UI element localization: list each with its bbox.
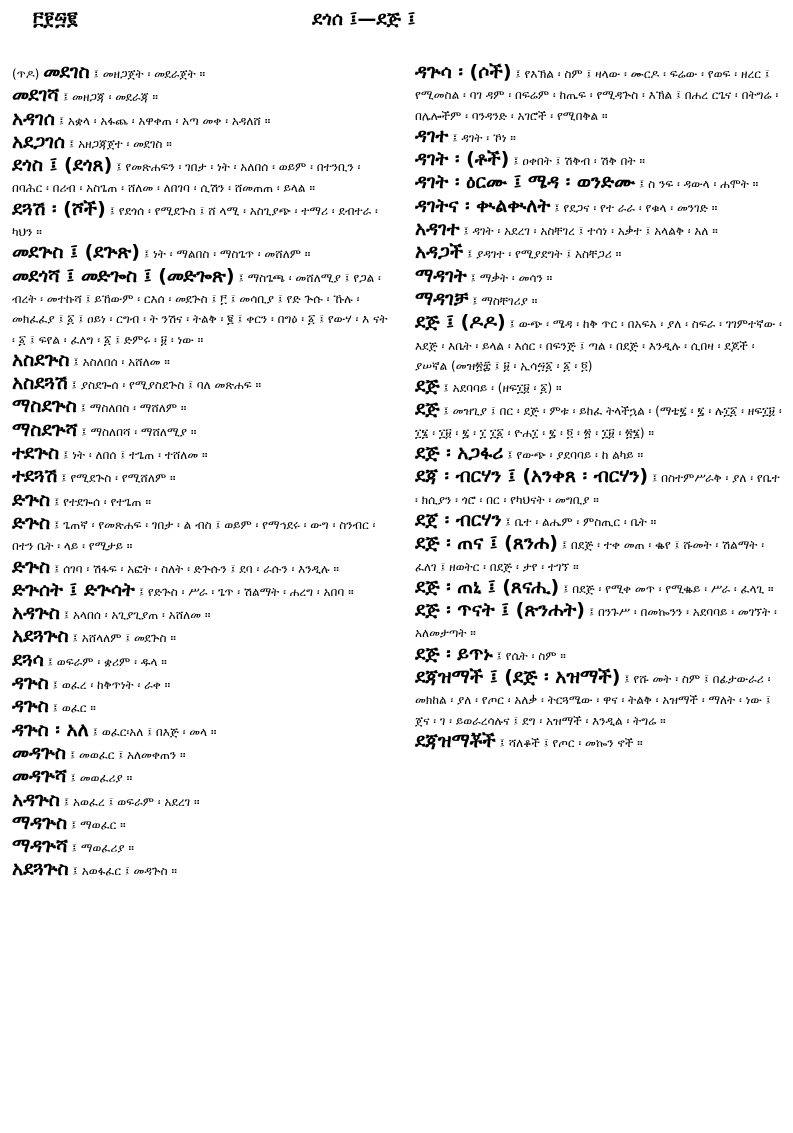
definition: በንጉሥ ፡ በመኰንን ፡ አደባባይ ፡ መገኘት ፡ አለመታጣት ። (415, 605, 777, 641)
headword: ደጓሳ (12, 648, 44, 671)
dictionary-entry (12, 266, 390, 350)
headword: አደጓጕስ (12, 625, 69, 648)
headword: ዳጕስ ፡ አለ (12, 718, 89, 741)
right-column (415, 62, 785, 754)
entry-separator: ፤ (499, 735, 505, 751)
definition: ማስለበሻ ፡ ማሸለሚያ ። (90, 424, 197, 439)
definition: ማቃት ፡ መሳን ። (479, 270, 553, 285)
definition: ያስደጐሰ ፡ የሚያስደጕስ ፤ ባለ መጽሐፍ ። (80, 378, 262, 393)
definition: ማወፈር ። (80, 817, 126, 832)
entry-separator: ፤ (116, 160, 122, 176)
definition: ዳገት ፡ ኾነ ። (461, 130, 516, 145)
dictionary-entry (12, 557, 390, 580)
entry-separator: ፤ (70, 817, 77, 833)
entry-separator: ፤ (513, 154, 519, 170)
headword: ደጃዝማቾች (415, 729, 496, 752)
definition: በደጅ ፡ የሚቀ መጥ ፡ የሚቈይ ፡ ሥራ ፡ ፈላጊ ። (572, 581, 774, 596)
dictionary-entry (12, 132, 390, 155)
entry-separator: ፤ (472, 293, 478, 309)
headword: ማዳጕስ (12, 811, 68, 834)
dictionary-entry (415, 533, 785, 577)
definition: አወፈረ ፤ ወፍራም ፡ አደረገ ። (72, 794, 200, 809)
headword: ድጕስ (12, 555, 51, 578)
dictionary-entry (12, 836, 390, 859)
definition: አዘጋጃጀተ ፡ መደገስ ። (78, 136, 172, 151)
dictionary-entry (12, 813, 390, 836)
entry-separator: ፤ (638, 177, 645, 193)
definition: ጌጠኛ ፡ የመጽሐፍ ፡ ገበታ ፡ ል ብስ ፤ ወይም ፡ የማኅደሩ ፡ ውግ ፡ ስንብር ፡ በተን ቤት ፡ ላይ ፡ የሚታይ ። (12, 517, 376, 554)
entry-separator: ፤ (52, 701, 58, 717)
definition: ወፈር ። (61, 701, 96, 716)
entry-separator: ፤ (443, 404, 449, 420)
definition: መዝጊያ ፤ በር ፡ ደጅ ፡ ምቱ ፡ ይከፈ ትላችኋል ፡ (ማቴ፯ ፡ ፯ ፡ ሉ፲፩ ፡ ዘፍ፲፱ ፡ ፲፮ ፡ ፲፱ ፡ ፯ ፡ ፲ ፲፩ ፡ ዮሐ፲ ፡ ፯ ፡ ፬ ፡ ፳ ፡ ፲፱ ፡ ፳፮) ። (415, 404, 782, 440)
dictionary-entry (12, 720, 390, 743)
left-column (12, 62, 390, 883)
definition: ወፍራም ፡ ቋሪም ፡ ዱላ ። (56, 654, 167, 669)
dictionary-entry (12, 673, 390, 696)
definition: አቋላ ፡ አፋጨ ፡ አዋቀጠ ፡ አጣ መቀ ፡ አዳለሸ ። (67, 113, 271, 128)
definition: ማስጌጫ ፡ መሸለሚያ ፤ የጋል ፡ ብረት ፡ መተኩሻ ፤ ይኸውም ፡ ርእሰ ፡ መደጕስ ፤ ፫ ፤ መሳቢያ ፤ የድ ጕሱ ፡ ኹሉ ፡ መክፈፈያ ፤ ፩ ፤ ዐይነ ፡ ርግብ ፡ ት ንሽና ፡ ትልቅ ፡ ፪ ፤ ቀርን ፡ በግዕ ፡ ፩ ፤ የውሃ ፡ እ ናት ፡ ፩ ፤ ፍየል ፡ ፈለግ ፡ ፩ ፤ ድምሩ ፡ ፱ ፡ ነው ። (12, 270, 388, 347)
definition: በደጅ ፡ ተቀ መጠ ፡ ቈየ ፤ ሹመት ፡ ሽልማት ፡ ፈለገ ፤ ዘወትር ፡ በደጅ ፡ ታየ ፡ ተገኘ ። (415, 538, 765, 574)
dictionary-entry (415, 172, 785, 195)
dictionary-entry (12, 859, 390, 882)
headword: ደጅ (415, 375, 440, 398)
dictionary-entry (415, 731, 785, 754)
entry-separator: ፤ (561, 538, 568, 554)
running-head: ደጎሰ ፤—ደጅ ፤ (312, 8, 416, 30)
entry-separator: ፤ (63, 794, 70, 810)
definition: ያዳገተ ፡ የሚያደግት ፤ አስቸጋሪ ። (476, 247, 622, 262)
entry-separator: ፤ (69, 747, 76, 763)
headword: አዳጕስ (12, 788, 60, 811)
dictionary-entry (12, 466, 390, 489)
entry-separator: ፤ (71, 841, 77, 857)
dictionary-entry (415, 62, 785, 126)
definition: የደጋና ፡ የተ ራራ ፡ የቁላ ፡ መንገድ ። (563, 200, 718, 215)
dictionary-entry (12, 766, 390, 789)
entry-separator: ፤ (515, 67, 521, 82)
headword: አደጓጕስ (12, 858, 69, 881)
entry-separator: ፤ (47, 654, 53, 670)
headword: ዳገት ፡ (ቶች) (415, 148, 510, 171)
headword: መዳጕሻ (12, 765, 67, 788)
headword: ዳጕሳ ፡ (ሶች) (415, 61, 512, 83)
dictionary-entry (415, 376, 785, 399)
headword: ደጅ (415, 398, 440, 421)
dictionary-entry (12, 373, 390, 396)
headword: ደጅ ፡ ጠኒ ፤ (ጸናሒ) (415, 575, 560, 598)
headword: ተደጕስ (12, 442, 60, 465)
dictionary-entry (415, 399, 785, 443)
headword: አደጋገሰ (12, 130, 66, 153)
headword: ደጀ ፡ ብርሃን (415, 508, 502, 531)
entry-separator: ፤ (238, 270, 244, 286)
page-number: ፫፻፵፪ (33, 8, 78, 30)
headword: ደጎስ ፤ (ደጎጸ) (12, 154, 113, 177)
entry-separator: ፤ (68, 136, 75, 152)
dictionary-entry (415, 466, 785, 510)
dictionary-entry (415, 577, 785, 600)
dictionary-entry (12, 443, 390, 466)
headword: ድጕሰት ፤ ድጕሳት (12, 578, 135, 601)
definition: ዐቀበት ፤ ሽቅብ ፡ ሽቅ በት ። (522, 154, 645, 169)
headword: ደጃዝማች ፤ (ደጅ ፡ አዝማች) (415, 666, 621, 689)
definition: መዘጋጃ ፡ መደራጃ ። (72, 90, 159, 105)
entry-separator: ፤ (467, 247, 473, 263)
dictionary-entry (12, 743, 390, 766)
headword: መዳጕስ (12, 741, 66, 764)
dictionary-entry (12, 242, 390, 265)
definition: የሚደጕስ ፡ የሚሸለም ። (70, 471, 176, 486)
entry-separator: ፤ (81, 424, 87, 440)
entry-separator: ፤ (70, 771, 76, 787)
dictionary-entry (12, 790, 390, 813)
dictionary-entry (415, 510, 785, 533)
definition: ሻለቆች ፤ የጦር ፡ መኰን ኖች ። (508, 735, 643, 750)
definition: አወፋፈር ፤ መዳጕስ ። (81, 864, 178, 879)
dictionary-entry (12, 62, 390, 85)
dictionary-entry (12, 580, 390, 603)
entry-separator: ፤ (143, 247, 150, 263)
entry-separator: ፤ (72, 631, 78, 647)
headword: መደገስ (43, 61, 90, 83)
dictionary-entry (12, 603, 390, 626)
headword: ደጅ ፤ (ዶዶ) (415, 311, 506, 334)
definition: ማወፈሪያ ። (80, 841, 135, 856)
dictionary-entry (12, 350, 390, 373)
entry-separator: ፤ (443, 381, 449, 397)
entry-separator: ፤ (53, 494, 60, 510)
headword: ደጅ ፡ ጠና ፤ (ጸንሐ) (415, 532, 558, 555)
definition: አደባባይ ፡ (ዘፍ፲፱ ፡ ፩) ። (452, 381, 562, 396)
definition: ነት ፡ ለበሰ ፤ ተጌጠ ፡ ተሸለመ ። (72, 448, 208, 463)
headword: መደጎሻ ፤ መድጐስ ፤ (መድጐጽ) (12, 264, 235, 287)
page-header (0, 8, 793, 34)
dictionary-entry (12, 420, 390, 443)
entry-separator: ፤ (53, 517, 60, 533)
entry-prefix: (ጥዶ) (12, 67, 40, 81)
dictionary-entry (415, 289, 785, 312)
headword: ማዳገት (415, 264, 467, 287)
definition: አሸላለም ፤ መደጕስ ። (81, 631, 176, 646)
headword: ማዳገቻ (415, 287, 469, 310)
entry-separator: ፤ (138, 584, 145, 600)
entry-separator: ፤ (58, 113, 65, 129)
headword: ደጓሽ ፡ (ሾች) (12, 197, 106, 220)
definition: የሴት ፡ ስም ። (505, 648, 566, 663)
definition: የድጕስ ፡ ሥራ ፡ ጌጥ ፡ ሽልማት ፡ ሐረግ ፡ አበባ ። (147, 584, 354, 599)
dictionary-entry (415, 312, 785, 376)
dictionary-entry (415, 242, 785, 265)
entry-separator: ፤ (61, 471, 67, 487)
dictionary-entry (12, 696, 390, 719)
headword: አስደጕስ (12, 348, 70, 371)
headword: ዳገት ፡ ዕርሙ ፤ ሜዳ ፡ ወንድሙ (415, 171, 636, 194)
dictionary-entry (415, 126, 785, 149)
entry-separator: ፤ (509, 317, 515, 333)
dictionary-entry (415, 644, 785, 667)
definition: ዳገት ፡ አደረገ ፡ አስቸገረ ፤ ተሳነ ፡ አቃተ ፤ አላልቅ ፡ አለ ። (472, 224, 718, 239)
headword: ደጅ ፡ አጋፋሪ (415, 442, 504, 465)
definition: የመጽሐፍን ፡ ገበታ ፡ ነት ፡ አለበሰ ፡ ወይም ፡ በተንቢን ፡ በባሕር ፡ በሪብ ፡ አስጌጠ ፡ ሸለመ ፡ ለበገባ ፡ ሲሽን ፡ ሸመጠጠ ፡ ይላል ። (12, 160, 361, 196)
definition: ማስለበስ ፡ ማሸለም ። (89, 401, 187, 416)
entry-separator: ፤ (505, 514, 511, 530)
entry-separator: ፤ (93, 67, 99, 82)
entry-separator: ፤ (72, 864, 78, 880)
dictionary-entry (415, 219, 785, 242)
definition: ወፈረ ፡ ከቅጥነት ፡ ራቀ ። (61, 678, 171, 693)
entry-separator: ፤ (80, 401, 86, 417)
entry-separator: ፤ (92, 724, 98, 740)
headword: ዳጕስ (12, 672, 49, 695)
entry-separator: ፤ (651, 471, 658, 487)
definition: መወፈር ፤ አለመቀጠን ። (79, 747, 186, 762)
definition: የደጎሰ ፡ የሚደጕስ ፤ ሸ ላሚ ፡ አስጊያጭ ፡ ተማሪ ፡ ደብተራ ፡ ካህን ። (12, 203, 378, 240)
definition: የተደጐሰ ፡ የተጌጠ ። (63, 494, 151, 509)
entry-separator: ፤ (507, 448, 513, 464)
dictionary-entry (12, 109, 390, 132)
headword: አዳጋች (415, 241, 464, 264)
definition: ሰገባ ፡ ሽፋፍ ፡ አፎት ፡ ስለት ፡ ድጕሱን ፤ ደባ ፡ ራሱን ፡ እንዲሉ ። (63, 561, 340, 576)
headword: ዳገተ (415, 124, 449, 147)
headword: ማስደጕስ (12, 395, 77, 418)
entry-separator: ፤ (52, 678, 58, 694)
dictionary-entry (12, 490, 390, 513)
definition: የእኽል ፡ ስም ፤ ዛላው ፡ ሙርዶ ፡ ፍሬው ፡ የወፍ ፡ ዘረር ፤ የሚመስል ፡ ባገ ዳም ፡ በፍሬም ፡ ከጤፍ ፡ የሚዳጕስ ፡ እኽል ፤ በሐረ ርጌና ፡ በትግሬ ፡ በሌሎችም ፡ ባንዳንድ ፡ አገሮች ፡ የሚበቅል ። (415, 67, 779, 123)
entry-separator: ፤ (496, 648, 502, 664)
definition: ውጭ ፡ ሜዳ ፡ ከቅ ጥር ፡ በአፍአ ፡ ያለ ፡ ስፍራ ፡ ገገምተኛው ፡ እደጅ ፡ እቤት ፡ ይላል ፡ እሰር ፡ በፍንጅ ፤ ጣል ፡ በደጅ ፡ እንዲሉ ፡ ሲበዛ ፡ ደጆች ፡ ያሠኛል (መዝ፳፰ ፤ ፱ ፡ ኢሳ፵፩ ፡ ፩ ፡ ፬) (415, 317, 782, 373)
headword: ደጅ ፡ ይጥኑ (415, 642, 493, 665)
definition: አስለበሰ ፡ አሸለመ ። (82, 354, 170, 369)
entry-separator: ፤ (109, 203, 115, 219)
headword: ደጅ ፡ ጥናት ፤ (ጽንሐት) (415, 599, 585, 622)
definition: ቤተ ፡ ልሔም ፡ ምስጢር ፡ ቤት ። (514, 514, 657, 529)
entry-separator: ፤ (53, 561, 60, 577)
entry-separator: ፤ (554, 200, 560, 216)
entry-separator: ፤ (463, 224, 469, 240)
headword: ማዳጕሻ (12, 835, 68, 858)
entry-separator: ፤ (624, 672, 630, 688)
headword: ዳጕስ (12, 695, 49, 718)
dictionary-entry (415, 443, 785, 466)
entry-separator: ፤ (563, 581, 569, 597)
dictionary-entry (12, 513, 390, 557)
dictionary-entry (415, 667, 785, 731)
entry-separator: ፤ (62, 90, 69, 106)
headword: ዳገትና ፡ ቊልቊለት (415, 194, 551, 217)
headword: ድጕስ (12, 511, 51, 534)
dictionary-entry (12, 626, 390, 649)
definition: መዘጋጀት ፡ መደራጀት ። (102, 67, 206, 81)
headword: ተደጓሽ (12, 465, 58, 488)
headword: አዳጕስ (12, 602, 60, 625)
definition: አላበሰ ፡ አጊያጊያጠ ፡ አሸለመ ። (72, 608, 211, 623)
dictionary-entry (12, 85, 390, 108)
dictionary-entry (415, 196, 785, 219)
definition: የሹ መት ፡ ስም ፤ በፊታውራሪ ፡ መክከል ፡ ያለ ፡ የጦር ፡ አለቃ ፡ ትርጓሜው ፡ ዋና ፡ ትልቅ ፡ አዝማች ፡ ማለት ፡ ነው ፤ ጀና ፡ ገ ፡ ይወራረሳሉና ፤ ደግ ፡ አዝማች ፡ እንዲል ፡ ትግሬ ። (415, 672, 771, 728)
dictionary-entry (12, 396, 390, 419)
definition: የውጭ ፡ ያደባባይ ፡ ከ ልካይ ። (516, 448, 644, 463)
definition: ማስቸገሪያ ። (481, 293, 538, 308)
definition: በስተምሥራቅ ፡ ያለ ፡ የቤተ ፡ ክሲያን ፡ ጎሮ ፡ በር ፡ የካህናት ፡ መግቢያ ። (415, 471, 780, 507)
entry-separator: ፤ (63, 608, 70, 624)
entry-separator: ፤ (470, 270, 476, 286)
entry-separator: ፤ (63, 448, 69, 464)
dictionary-entry (415, 600, 785, 644)
dictionary-entry (415, 266, 785, 289)
entry-separator: ፤ (71, 378, 77, 394)
definition: ወፈር፡አለ ፤ በእጅ ፡ መላ ። (101, 724, 217, 739)
headword: ደጃ ፡ ብርሃን ፤ (አንቀጸ ፡ ብርሃን) (415, 465, 649, 488)
headword: ድጕስ (12, 488, 51, 511)
dictionary-entry (12, 155, 390, 199)
headword: መደገሻ (12, 84, 60, 107)
headword: አስደጓሽ (12, 372, 68, 395)
headword: መደጕስ ፤ (ደጕጽ) (12, 241, 140, 264)
headword: ማስደጕሻ (12, 418, 78, 441)
entry-separator: ፤ (452, 130, 458, 146)
definition: ስ ንፍ ፡ ዳውላ ፡ ሐሞት ። (648, 177, 759, 192)
definition: መወፈሪያ ። (79, 771, 133, 786)
entry-separator: ፤ (73, 354, 79, 370)
headword: አዳገተ (415, 218, 460, 241)
definition: ነት ፡ ማልበስ ፡ ማስጌጥ ፡ መሸለም ። (153, 247, 311, 262)
headword: አዳገሰ (12, 107, 55, 130)
dictionary-entry (12, 199, 390, 243)
dictionary-entry (415, 149, 785, 172)
dictionary-entry (12, 650, 390, 673)
entry-separator: ፤ (588, 605, 595, 621)
